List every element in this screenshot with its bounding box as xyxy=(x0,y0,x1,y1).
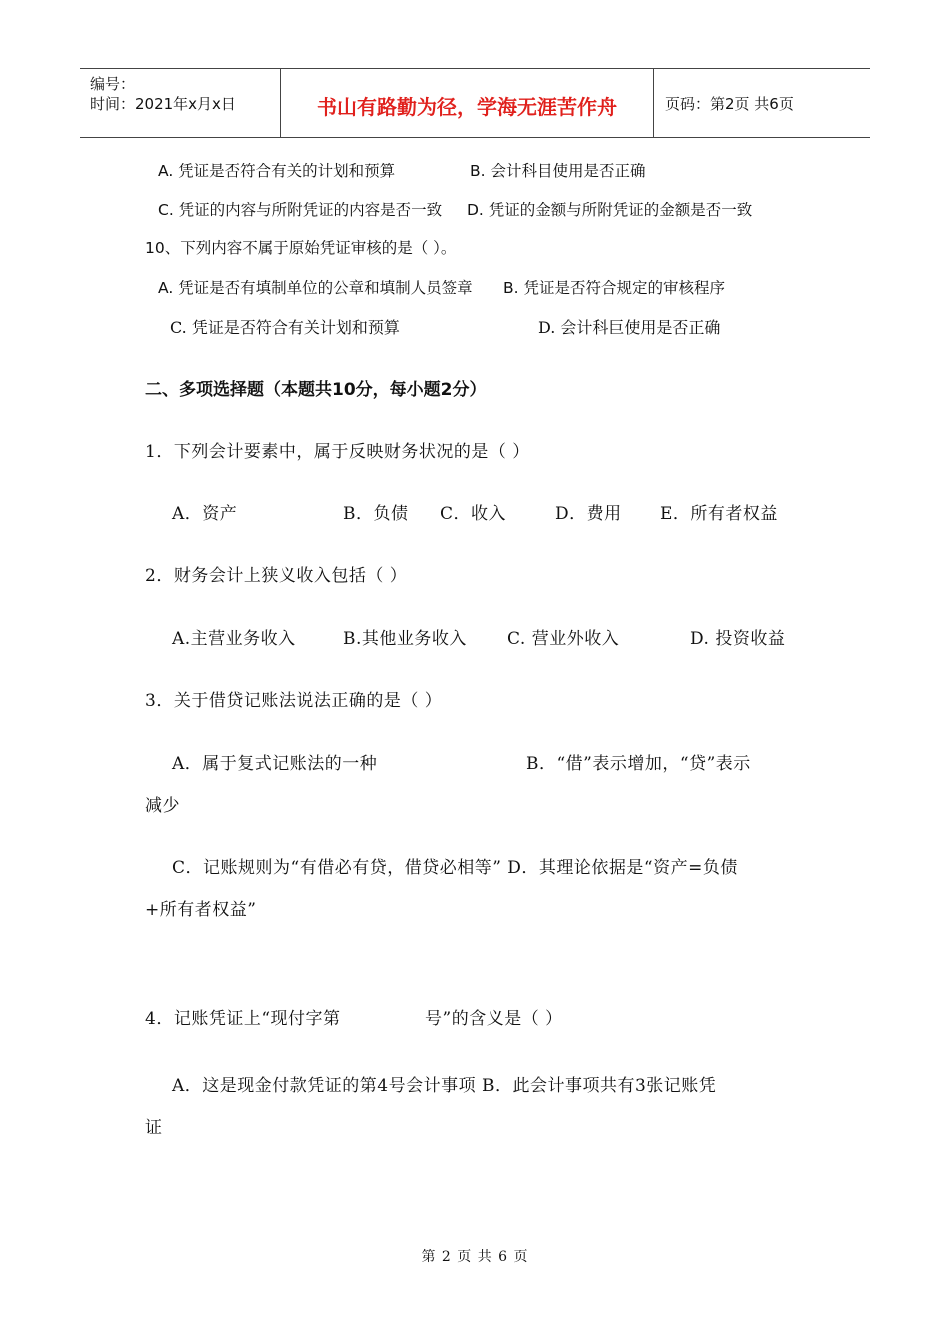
mq3-options-cd-continued: +所有者权益” xyxy=(145,900,257,920)
q10-option-b: B. 凭证是否符合规定的审核程序 xyxy=(503,279,725,297)
q9-option-c: C. 凭证的内容与所附凭证的内容是否一致 xyxy=(158,201,443,219)
mq3-options-cd: C．记账规则为“有借必有贷，借贷必相等” D．其理论依据是“资产=负债 xyxy=(172,858,738,878)
header-page-cell xyxy=(653,69,870,137)
document-number-label: 编号： xyxy=(90,75,136,93)
q9-option-b: B. 会计科目使用是否正确 xyxy=(470,162,646,180)
q9-option-a: A. 凭证是否符合有关的计划和预算 xyxy=(158,162,396,180)
document-header xyxy=(80,68,870,138)
mq2-option-d: D. 投资收益 xyxy=(690,629,786,649)
mq3-option-b: B．“借”表示增加，“贷”表示 xyxy=(526,754,751,774)
q10-stem: 10、下列内容不属于原始凭证审核的是（ ）。 xyxy=(145,239,457,257)
mq1-option-c: C．收入 xyxy=(440,504,507,524)
mq2-option-c: C. 营业外收入 xyxy=(507,629,620,649)
mq2-option-a: A.主营业务收入 xyxy=(172,629,296,649)
mq3-option-a: A．属于复式记账法的一种 xyxy=(172,754,378,774)
mq1-option-d: D．费用 xyxy=(555,504,622,524)
mq3-stem: 3．关于借贷记账法说法正确的是（ ） xyxy=(145,691,443,711)
mq1-option-e: E．所有者权益 xyxy=(660,504,778,524)
q10-option-c: C. 凭证是否符合有关计划和预算 xyxy=(170,318,400,337)
q9-option-d: D. 凭证的金额与所附凭证的金额是否一致 xyxy=(467,201,753,219)
mq1-stem: 1．下列会计要素中，属于反映财务状况的是（ ） xyxy=(145,442,530,462)
q10-option-d: D. 会计科巨使用是否正确 xyxy=(538,318,721,337)
document-date: 时间：2021年x月x日 xyxy=(90,95,236,113)
section-title: 二、多项选择题（本题共10分，每小题2分） xyxy=(145,380,487,400)
mq1-option-b: B．负债 xyxy=(343,504,409,524)
mq4-options-ab: A．这是现金付款凭证的第4号会计事项 B．此会计事项共有3张记账凭 xyxy=(172,1076,717,1096)
mq4-stem-part2: 号”的含义是（ ） xyxy=(425,1009,563,1029)
mq4-options-ab-continued: 证 xyxy=(145,1118,163,1138)
mq2-option-b: B.其他业务收入 xyxy=(343,629,467,649)
mq3-option-b-continued: 减少 xyxy=(145,796,180,816)
q10-option-a: A. 凭证是否有填制单位的公章和填制人员签章 xyxy=(158,279,473,297)
mq2-stem: 2．财务会计上狭义收入包括（ ） xyxy=(145,566,408,586)
page-footer: 第 2 页 共 6 页 xyxy=(421,1249,529,1265)
mq1-option-a: A．资产 xyxy=(172,504,238,524)
header-page-info: 页码：第2页 共6页 xyxy=(665,95,794,113)
motto-text: 书山有路勤为径，学海无涯苦作舟 xyxy=(317,95,617,119)
header-motto-cell xyxy=(280,69,654,137)
mq4-stem-part1: 4．记账凭证上“现付字第 xyxy=(145,1009,341,1029)
header-meta-cell xyxy=(80,69,280,137)
